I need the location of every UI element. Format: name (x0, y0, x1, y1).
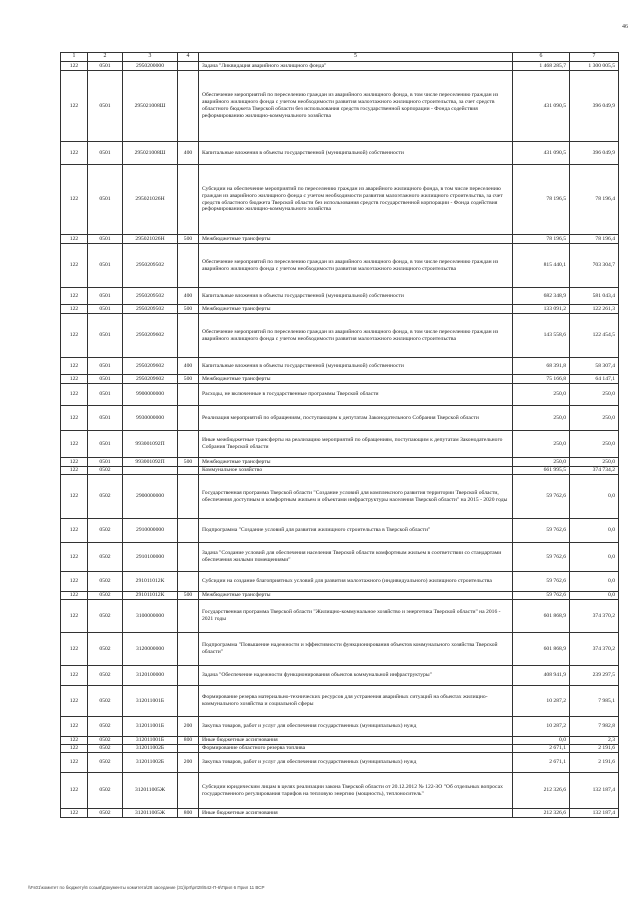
table-row (61, 809, 619, 818)
admin-code-cell: 122 (61, 467, 88, 475)
table-row (61, 458, 619, 467)
description-cell: Коммунальное хозяйство (199, 467, 513, 475)
description-cell: Задача "Ликвидация аварийного жилищного фонда" (199, 62, 513, 71)
table-row (61, 314, 619, 358)
section-code-cell: 0502 (88, 737, 123, 745)
expense-type-cell: 500 (178, 235, 199, 244)
target-article-cell: 2910100000 (123, 543, 178, 572)
expense-type-cell: 500 (178, 305, 199, 314)
admin-code-cell: 122 (61, 142, 88, 165)
amount-year-1-cell: 815 440,1 (513, 244, 570, 288)
section-code-cell: 0501 (88, 142, 123, 165)
expense-type-cell: 200 (178, 717, 199, 737)
expense-type-cell: 400 (178, 142, 199, 165)
admin-code-cell: 122 (61, 288, 88, 305)
description-cell: Иные межбюджетные трансферты на реализацию мероприятий по обращениям, поступающим к депутатам Законодательного Собрания Тверской области (199, 431, 513, 458)
admin-code-cell: 122 (61, 633, 88, 666)
description-cell: Подпрограмма "Создание условий для развития жилищного строительства в Тверской области" (199, 519, 513, 543)
section-code-cell: 0501 (88, 314, 123, 358)
amount-year-1-cell: 250,0 (513, 384, 570, 406)
section-code-cell: 0501 (88, 406, 123, 431)
header-cell: 6 (513, 53, 570, 62)
expense-type-cell (178, 244, 199, 288)
amount-year-2-cell: 1 300 005,5 (570, 62, 619, 71)
description-cell: Иные бюджетные ассигнования (199, 809, 513, 818)
target-article-cell: 312011001Б (123, 737, 178, 745)
section-code-cell: 0501 (88, 62, 123, 71)
amount-year-2-cell: 78 196,4 (570, 165, 619, 235)
table-row (61, 633, 619, 666)
table-row (61, 165, 619, 235)
table-row (61, 572, 619, 592)
expense-type-cell: 500 (178, 458, 199, 467)
expense-type-cell: 800 (178, 809, 199, 818)
amount-year-1-cell: 250,0 (513, 431, 570, 458)
table-row (61, 431, 619, 458)
description-cell: Государственная программа Тверской области "Жилищно-коммунальное хозяйство и энергетика Тверской области" на 2016 - 2021 годы (199, 600, 513, 633)
amount-year-2-cell: 250,0 (570, 406, 619, 431)
description-cell: Формирование резерва материально-технических ресурсов для устранения аварийных ситуаций на объектах жилищно-коммунального хозяйства и социальной сферы (199, 686, 513, 717)
description-cell: Формирование областного резерва топлива (199, 745, 513, 753)
description-cell: Обеспечение мероприятий по переселению граждан из аварийного жилищного фонда, в том числе переселению граждан из аварийного жилищного фонда с учетом необходимости развития малоэтажного жилищного строительства (199, 244, 513, 288)
table-row (61, 543, 619, 572)
section-code-cell: 0501 (88, 358, 123, 375)
section-code-cell: 0502 (88, 666, 123, 686)
expense-type-cell: 800 (178, 737, 199, 745)
amount-year-1-cell: 59 762,6 (513, 519, 570, 543)
section-code-cell: 0502 (88, 773, 123, 809)
table-row (61, 745, 619, 753)
description-cell: Субсидии на обеспечение мероприятий по переселению граждан из аварийного жилищного фонда, в том числе переселению граждан из аварийного жилищного фонда с учетом необходимости развития малоэтажного жилищного строительства, за счет средств областного бюджета Тверской области без использования средств государственной корпорации - Фонда содействия реформированию жилищно-коммунального хозяйства (199, 165, 513, 235)
target-article-cell: 2950209502 (123, 244, 178, 288)
section-code-cell: 0501 (88, 305, 123, 314)
table-row (61, 467, 619, 475)
section-code-cell: 0501 (88, 384, 123, 406)
description-cell: Межбюджетные трансферты (199, 235, 513, 244)
table-row (61, 600, 619, 633)
section-code-cell: 0502 (88, 600, 123, 633)
amount-year-1-cell: 78 196,5 (513, 165, 570, 235)
admin-code-cell: 122 (61, 165, 88, 235)
amount-year-1-cell: 10 287,2 (513, 717, 570, 737)
description-cell: Межбюджетные трансферты (199, 592, 513, 600)
table-row (61, 305, 619, 314)
section-code-cell: 0502 (88, 633, 123, 666)
target-article-cell: 295021026Н (123, 235, 178, 244)
target-article-cell (123, 467, 178, 475)
section-code-cell: 0501 (88, 244, 123, 288)
amount-year-1-cell: 78 196,5 (513, 235, 570, 244)
expense-type-cell (178, 314, 199, 358)
amount-year-2-cell: 122 261,3 (570, 305, 619, 314)
target-article-cell: 9900000000 (123, 384, 178, 406)
budget-table (60, 52, 619, 818)
amount-year-2-cell: 0,0 (570, 475, 619, 519)
target-article-cell: 2950209602 (123, 358, 178, 375)
amount-year-1-cell: 2 671,1 (513, 745, 570, 753)
expense-type-cell (178, 572, 199, 592)
expense-type-cell (178, 745, 199, 753)
table-row (61, 717, 619, 737)
amount-year-1-cell: 408 941,9 (513, 666, 570, 686)
description-cell: Межбюджетные трансферты (199, 305, 513, 314)
description-cell: Межбюджетные трансферты (199, 458, 513, 467)
amount-year-2-cell: 2,3 (570, 737, 619, 745)
target-article-cell: 295021026Н (123, 165, 178, 235)
expense-type-cell: 400 (178, 358, 199, 375)
expense-type-cell (178, 686, 199, 717)
amount-year-2-cell: 2 191,6 (570, 753, 619, 773)
amount-year-1-cell: 10 287,2 (513, 686, 570, 717)
page-number: 46 (622, 24, 628, 30)
header-cell: 5 (199, 53, 513, 62)
amount-year-1-cell: 133 091,2 (513, 305, 570, 314)
description-cell: Реализация мероприятий по обращениям, поступающим к депутатам Законодательного Собрания Тверской области (199, 406, 513, 431)
target-article-cell: 2950200000 (123, 62, 178, 71)
target-article-cell: 312011005Ж (123, 809, 178, 818)
amount-year-2-cell: 2 191,6 (570, 745, 619, 753)
amount-year-2-cell: 0,0 (570, 543, 619, 572)
description-cell: Подпрограмма "Повышение надежности и эффективности функционирования объектов коммунального хозяйства Тверской области" (199, 633, 513, 666)
expense-type-cell (178, 633, 199, 666)
footer-file-path: \\Fs01\комитет по бюджету\6 созыв\Документы комитета\28 заседание (31)\prt\prt28\542-П-6\Прил 6 Прил 11 ВСР (28, 885, 265, 890)
expense-type-cell (178, 600, 199, 633)
admin-code-cell: 122 (61, 244, 88, 288)
amount-year-1-cell: 431 090,5 (513, 142, 570, 165)
amount-year-1-cell: 59 762,6 (513, 572, 570, 592)
header-cell: 4 (178, 53, 199, 62)
admin-code-cell: 122 (61, 384, 88, 406)
expense-type-cell (178, 773, 199, 809)
header-cell: 3 (123, 53, 178, 62)
header-cell: 2 (88, 53, 123, 62)
section-code-cell: 0501 (88, 235, 123, 244)
target-article-cell: 3100000000 (123, 600, 178, 633)
section-code-cell: 0502 (88, 686, 123, 717)
section-code-cell: 0502 (88, 519, 123, 543)
target-article-cell: 2910000000 (123, 519, 178, 543)
section-code-cell: 0502 (88, 592, 123, 600)
target-article-cell: 295021008Ш (123, 142, 178, 165)
table-row (61, 519, 619, 543)
amount-year-2-cell: 7 985,1 (570, 686, 619, 717)
header-cell: 1 (61, 53, 88, 62)
target-article-cell: 291011012К (123, 572, 178, 592)
amount-year-1-cell: 212 326,6 (513, 773, 570, 809)
amount-year-2-cell: 64 147,1 (570, 375, 619, 384)
description-cell: Закупка товаров, работ и услуг для обеспечения государственных (муниципальных) нужд (199, 753, 513, 773)
description-cell: Капитальные вложения в объекты государственной (муниципальной) собственности (199, 288, 513, 305)
amount-year-1-cell: 68 391,8 (513, 358, 570, 375)
amount-year-2-cell: 250,0 (570, 431, 619, 458)
expense-type-cell (178, 165, 199, 235)
header-cell: 7 (570, 53, 619, 62)
section-code-cell: 0501 (88, 375, 123, 384)
amount-year-1-cell: 661 995,5 (513, 467, 570, 475)
expense-type-cell (178, 519, 199, 543)
admin-code-cell: 122 (61, 475, 88, 519)
amount-year-2-cell: 0,0 (570, 519, 619, 543)
amount-year-2-cell: 0,0 (570, 572, 619, 592)
admin-code-cell: 122 (61, 406, 88, 431)
admin-code-cell: 122 (61, 717, 88, 737)
expense-type-cell (178, 406, 199, 431)
table-row (61, 475, 619, 519)
amount-year-2-cell: 396 049,9 (570, 142, 619, 165)
target-article-cell: 312011002Б (123, 753, 178, 773)
table-row (61, 737, 619, 745)
amount-year-2-cell: 374 370,2 (570, 633, 619, 666)
expense-type-cell (178, 666, 199, 686)
expense-type-cell (178, 71, 199, 142)
description-cell: Межбюджетные трансферты (199, 375, 513, 384)
amount-year-2-cell: 132 187,4 (570, 773, 619, 809)
expense-type-cell: 400 (178, 288, 199, 305)
amount-year-2-cell: 7 982,8 (570, 717, 619, 737)
table-row (61, 375, 619, 384)
target-article-cell: 3120100000 (123, 666, 178, 686)
table-row (61, 773, 619, 809)
target-article-cell: 295021008Ш (123, 71, 178, 142)
target-article-cell: 2900000000 (123, 475, 178, 519)
admin-code-cell: 122 (61, 666, 88, 686)
section-code-cell: 0502 (88, 543, 123, 572)
amount-year-2-cell: 374 370,2 (570, 600, 619, 633)
table-row (61, 71, 619, 142)
target-article-cell: 2950209502 (123, 305, 178, 314)
description-cell: Капитальные вложения в объекты государственной (муниципальной) собственности (199, 358, 513, 375)
amount-year-2-cell: 0,0 (570, 592, 619, 600)
amount-year-1-cell: 59 762,6 (513, 475, 570, 519)
admin-code-cell: 122 (61, 773, 88, 809)
description-cell: Государственная программа Тверской области "Создание условий для комплексного развития территории Тверской области, обеспечения доступным и комфортным жильем и объектами инфраструктуры населения Тверской области" на 2015 - 2020 годы (199, 475, 513, 519)
expense-type-cell: 500 (178, 592, 199, 600)
expense-type-cell (178, 543, 199, 572)
admin-code-cell: 122 (61, 431, 88, 458)
table-header-row (61, 53, 619, 62)
section-code-cell: 0502 (88, 809, 123, 818)
table-row (61, 753, 619, 773)
table-row (61, 358, 619, 375)
admin-code-cell: 122 (61, 519, 88, 543)
table-row (61, 666, 619, 686)
admin-code-cell: 122 (61, 592, 88, 600)
table-row (61, 384, 619, 406)
table-row (61, 142, 619, 165)
expense-type-cell (178, 384, 199, 406)
amount-year-2-cell: 78 196,4 (570, 235, 619, 244)
description-cell: Задача "Обеспечение надежности функционирования объектов коммунальной инфраструктуры" (199, 666, 513, 686)
table-row (61, 406, 619, 431)
amount-year-2-cell: 250,0 (570, 458, 619, 467)
expense-type-cell (178, 62, 199, 71)
expense-type-cell (178, 431, 199, 458)
description-cell: Задача "Создание условий для обеспечения населения Тверской области комфортным жильем в соответствии со стандартами обеспечения жилыми помещениями" (199, 543, 513, 572)
table-row (61, 62, 619, 71)
target-article-cell: 312011005Ж (123, 773, 178, 809)
target-article-cell: 9930000000 (123, 406, 178, 431)
description-cell: Иные бюджетные ассигнования (199, 737, 513, 745)
amount-year-1-cell: 212 326,6 (513, 809, 570, 818)
amount-year-1-cell: 431 090,5 (513, 71, 570, 142)
target-article-cell: 2950209502 (123, 288, 178, 305)
description-cell: Обеспечение мероприятий по переселению граждан из аварийного жилищного фонда, в том числе переселению граждан из аварийного жилищного фонда с учетом необходимости развития малоэтажного жилищного строительства (199, 314, 513, 358)
admin-code-cell: 122 (61, 314, 88, 358)
amount-year-1-cell: 59 762,6 (513, 543, 570, 572)
expense-type-cell (178, 475, 199, 519)
amount-year-2-cell: 396 049,9 (570, 71, 619, 142)
target-article-cell: 993001092П (123, 458, 178, 467)
target-article-cell: 312011002Б (123, 745, 178, 753)
target-article-cell: 312011001Б (123, 717, 178, 737)
admin-code-cell: 122 (61, 235, 88, 244)
amount-year-2-cell: 703 304,7 (570, 244, 619, 288)
admin-code-cell: 122 (61, 543, 88, 572)
amount-year-1-cell: 250,0 (513, 458, 570, 467)
section-code-cell: 0502 (88, 572, 123, 592)
admin-code-cell: 122 (61, 62, 88, 71)
section-code-cell: 0501 (88, 165, 123, 235)
amount-year-1-cell: 1 468 285,7 (513, 62, 570, 71)
admin-code-cell: 122 (61, 572, 88, 592)
expense-type-cell: 500 (178, 375, 199, 384)
amount-year-2-cell: 132 187,4 (570, 809, 619, 818)
expense-type-cell: 200 (178, 753, 199, 773)
section-code-cell: 0501 (88, 458, 123, 467)
section-code-cell: 0501 (88, 431, 123, 458)
amount-year-2-cell: 239 297,5 (570, 666, 619, 686)
admin-code-cell: 122 (61, 358, 88, 375)
table-row (61, 592, 619, 600)
admin-code-cell: 122 (61, 686, 88, 717)
amount-year-2-cell: 581 043,4 (570, 288, 619, 305)
table-row (61, 686, 619, 717)
target-article-cell: 312011001Б (123, 686, 178, 717)
target-article-cell: 291011012К (123, 592, 178, 600)
target-article-cell: 3120000000 (123, 633, 178, 666)
section-code-cell: 0502 (88, 717, 123, 737)
description-cell: Капитальные вложения в объекты государственной (муниципальной) собственности (199, 142, 513, 165)
description-cell: Закупка товаров, работ и услуг для обеспечения государственных (муниципальных) нужд (199, 717, 513, 737)
admin-code-cell: 122 (61, 745, 88, 753)
table-row (61, 235, 619, 244)
amount-year-1-cell: 59 762,6 (513, 592, 570, 600)
amount-year-2-cell: 58 307,4 (570, 358, 619, 375)
admin-code-cell: 122 (61, 753, 88, 773)
table-row (61, 244, 619, 288)
amount-year-1-cell: 2 671,1 (513, 753, 570, 773)
amount-year-2-cell: 250,0 (570, 384, 619, 406)
admin-code-cell: 122 (61, 737, 88, 745)
description-cell: Субсидии юридическим лицам в целях реализации закона Тверской области от 20.12.2012 № 122-ЗО "Об отдельных вопросах государственного регулирования тарифов на тепловую энергию (мощность), теплоноситель" (199, 773, 513, 809)
amount-year-1-cell: 143 558,6 (513, 314, 570, 358)
amount-year-1-cell: 601 868,9 (513, 633, 570, 666)
description-cell: Расходы, не включенные в государственные программы Тверской области (199, 384, 513, 406)
amount-year-1-cell: 682 348,9 (513, 288, 570, 305)
section-code-cell: 0502 (88, 745, 123, 753)
admin-code-cell: 122 (61, 600, 88, 633)
expense-type-cell (178, 467, 199, 475)
amount-year-1-cell: 601 868,9 (513, 600, 570, 633)
admin-code-cell: 122 (61, 809, 88, 818)
section-code-cell: 0501 (88, 288, 123, 305)
description-cell: Обеспечение мероприятий по переселению граждан из аварийного жилищного фонда, в том числе переселению граждан из аварийного жилищного фонда с учетом необходимости развития малоэтажного жилищного строительства, за счет средств областного бюджета Тверской области без использования средств государственной корпорации - Фонда содействия реформированию жилищно-коммунального хозяйства (199, 71, 513, 142)
amount-year-1-cell: 75 166,8 (513, 375, 570, 384)
target-article-cell: 2950209602 (123, 375, 178, 384)
section-code-cell: 0502 (88, 467, 123, 475)
amount-year-2-cell: 122 454,5 (570, 314, 619, 358)
section-code-cell: 0501 (88, 71, 123, 142)
admin-code-cell: 122 (61, 458, 88, 467)
admin-code-cell: 122 (61, 305, 88, 314)
amount-year-2-cell: 374 734,2 (570, 467, 619, 475)
admin-code-cell: 122 (61, 375, 88, 384)
target-article-cell: 993001092П (123, 431, 178, 458)
section-code-cell: 0502 (88, 753, 123, 773)
table-row (61, 288, 619, 305)
section-code-cell: 0502 (88, 475, 123, 519)
admin-code-cell: 122 (61, 71, 88, 142)
amount-year-1-cell: 0,0 (513, 737, 570, 745)
amount-year-1-cell: 250,0 (513, 406, 570, 431)
target-article-cell: 2950209602 (123, 314, 178, 358)
description-cell: Субсидии на создание благоприятных условий для развития малоэтажного (индивидуального) жилищного строительства (199, 572, 513, 592)
